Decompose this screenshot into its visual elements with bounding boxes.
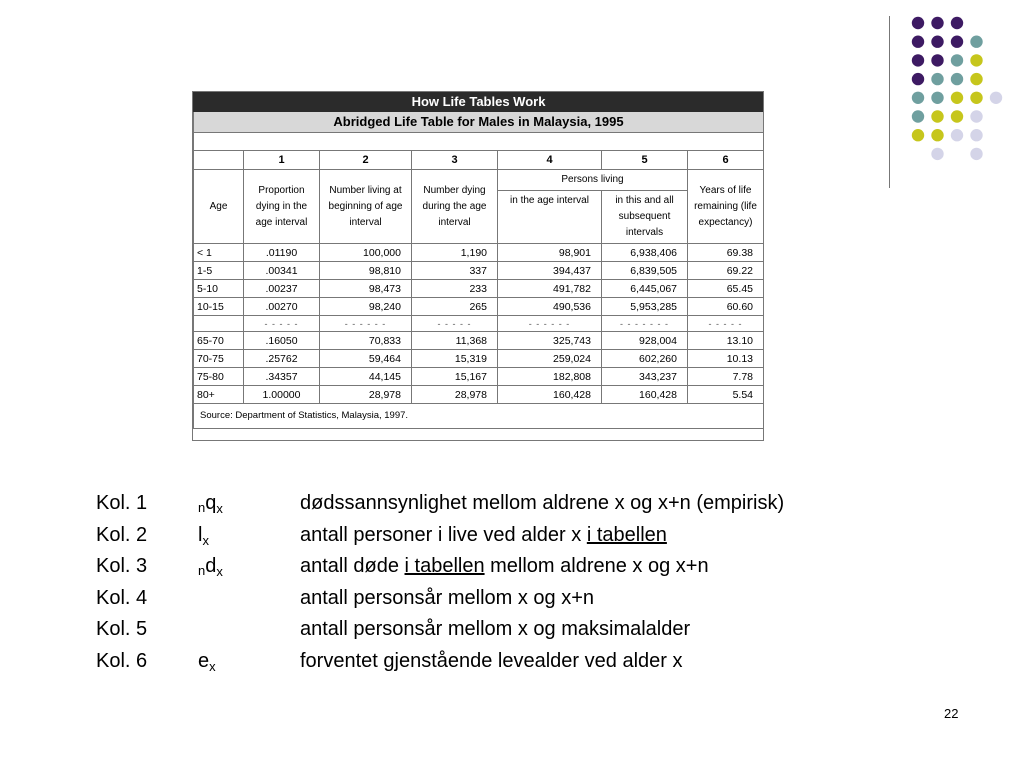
header-age: Age [194, 170, 244, 244]
cell-col2: 44,145 [320, 368, 412, 386]
description-text: forventet gjenstående levealder ved alder x [300, 649, 683, 672]
legend-column-label: Kol. 6 [96, 649, 148, 672]
cell-col3: 233 [412, 280, 498, 298]
cell-col6: 60.60 [688, 298, 764, 316]
table-title: How Life Tables Work [194, 93, 764, 112]
cell-age: 5-10 [194, 280, 244, 298]
cell-col6: - - - - - [688, 316, 764, 332]
decorative-dot [912, 92, 924, 104]
decorative-dot [931, 17, 943, 29]
cell-col5: 6,445,067 [602, 280, 688, 298]
cell-col3: 265 [412, 298, 498, 316]
cell-col4: 325,743 [498, 332, 602, 350]
legend-column-label: Kol. 4 [96, 586, 148, 609]
cell-col2: 98,810 [320, 262, 412, 280]
cell-col4: 182,808 [498, 368, 602, 386]
cell-col2: 98,240 [320, 298, 412, 316]
decorative-dot [951, 129, 963, 141]
cell-col4: 490,536 [498, 298, 602, 316]
cell-col1: .01190 [244, 244, 320, 262]
description-text: antall døde [300, 555, 405, 577]
symbol-letter: e [198, 649, 210, 672]
legend-column-label: Kol. 2 [96, 523, 148, 546]
cell-age: 70-75 [194, 350, 244, 368]
cell-col6: 13.10 [688, 332, 764, 350]
blank-row [194, 133, 764, 151]
table-row [194, 244, 764, 262]
legend-description [300, 583, 594, 615]
cell-col6: 10.13 [688, 350, 764, 368]
decorative-dot [931, 54, 943, 66]
cell-col5: 6,839,505 [602, 262, 688, 280]
decorative-dot [970, 73, 982, 85]
header-col3: Number dying during the age interval [412, 170, 498, 244]
cell-col3: 15,319 [412, 350, 498, 368]
cell-age: 10-15 [194, 298, 244, 316]
cell-col5: 160,428 [602, 386, 688, 404]
decorative-dot [951, 54, 963, 66]
decorative-dot [931, 92, 943, 104]
decorative-dot [931, 36, 943, 48]
cell-col2: 28,978 [320, 386, 412, 404]
header-col6: Years of life remaining (life expectancy) [688, 170, 764, 244]
description-underlined: i tabellen [404, 555, 485, 577]
table-row [194, 262, 764, 280]
header-col4: in the age interval [498, 191, 602, 244]
symbol-subscript: x [216, 501, 223, 516]
cell-col1: .34357 [244, 368, 320, 386]
decorative-dot [970, 148, 982, 160]
cell-col1: - - - - - [244, 316, 320, 332]
decorative-dot [931, 148, 943, 160]
cell-col6: 69.38 [688, 244, 764, 262]
col-number: 6 [688, 151, 764, 170]
cell-col1: .00270 [244, 298, 320, 316]
cell-age: 80+ [194, 386, 244, 404]
symbol-letter: l [198, 523, 203, 546]
decorative-dot [912, 17, 924, 29]
decorative-dot [931, 110, 943, 122]
decorative-dot [970, 36, 982, 48]
col-number: 3 [412, 151, 498, 170]
decorative-dot [970, 129, 982, 141]
symbol-subscript: x [209, 658, 216, 674]
cell-age: 65-70 [194, 332, 244, 350]
cell-col6: 7.78 [688, 368, 764, 386]
decorative-dot [951, 92, 963, 104]
cell-age [194, 316, 244, 332]
cell-col2: 59,464 [320, 350, 412, 368]
symbol-letter: d [205, 555, 217, 577]
cell-col2: 100,000 [320, 244, 412, 262]
decorative-dot [951, 110, 963, 122]
decorative-dot [970, 110, 982, 122]
decorative-dot [990, 92, 1002, 104]
col-number: 2 [320, 151, 412, 170]
cell-age: 1-5 [194, 262, 244, 280]
cell-col3: - - - - - [412, 316, 498, 332]
cell-col2: 70,833 [320, 332, 412, 350]
legend-column-label: Kol. 5 [96, 618, 148, 640]
description-text: antall personer i live ved alder x [300, 523, 587, 546]
decorative-dot [951, 17, 963, 29]
decorative-dot [912, 36, 924, 48]
table-row [194, 350, 764, 368]
life-table-figure [192, 91, 764, 441]
decorative-dot [931, 129, 943, 141]
legend-description [300, 551, 709, 583]
cell-col4: 491,782 [498, 280, 602, 298]
cell-col4: 160,428 [498, 386, 602, 404]
decorative-dot [931, 73, 943, 85]
description-text: dødssannsynlighet mellom aldrene x og x+n (empirisk) [300, 492, 785, 514]
table-source: Source: Department of Statistics, Malaysia, 1997. [194, 404, 764, 429]
table-row [194, 280, 764, 298]
page-number: 22 [944, 706, 959, 721]
decorative-vertical-line [889, 16, 890, 188]
cell-col5: 5,953,285 [602, 298, 688, 316]
cell-col2: - - - - - - [320, 316, 412, 332]
cell-col5: - - - - - - - [602, 316, 688, 332]
decorative-dot [970, 92, 982, 104]
table-row [194, 332, 764, 350]
header-col2: Number living at beginning of age interval [320, 170, 412, 244]
table-subtitle: Abridged Life Table for Males in Malaysia, 1995 [194, 112, 764, 133]
description-text: antall personsår mellom x og maksimalalder [300, 618, 691, 640]
decorative-dot [970, 54, 982, 66]
header-col1: Proportion dying in the age interval [244, 170, 320, 244]
cell-col1: .25762 [244, 350, 320, 368]
header-persons-living: Persons living [498, 170, 688, 191]
symbol-prefix-subscript: n [198, 563, 206, 578]
life-table [193, 92, 764, 429]
col-number: 4 [498, 151, 602, 170]
decorative-dot [951, 36, 963, 48]
legend-column-label: Kol. 1 [96, 492, 148, 514]
cell-age: 75-80 [194, 368, 244, 386]
cell-col1: .16050 [244, 332, 320, 350]
cell-col5: 343,237 [602, 368, 688, 386]
legend-symbol [198, 646, 216, 683]
ellipsis-row [194, 316, 764, 332]
legend-description [300, 614, 690, 646]
symbol-prefix-subscript: n [198, 500, 206, 515]
description-underlined: i tabellen [586, 523, 667, 546]
cell-col1: 1.00000 [244, 386, 320, 404]
cell-col3: 1,190 [412, 244, 498, 262]
col-number: 5 [602, 151, 688, 170]
header-col5: in this and all subsequent intervals [602, 191, 688, 244]
legend-symbol [198, 551, 223, 588]
symbol-subscript: x [216, 564, 223, 579]
cell-col3: 15,167 [412, 368, 498, 386]
cell-col3: 337 [412, 262, 498, 280]
cell-col5: 6,938,406 [602, 244, 688, 262]
col-number: 1 [244, 151, 320, 170]
cell-col4: 394,437 [498, 262, 602, 280]
decorative-dot [912, 129, 924, 141]
cell-col1: .00341 [244, 262, 320, 280]
decorative-dot [912, 110, 924, 122]
decorative-dot [951, 73, 963, 85]
table-row [194, 368, 764, 386]
cell-col6: 65.45 [688, 280, 764, 298]
legend-column-label: Kol. 3 [96, 555, 148, 577]
cell-col2: 98,473 [320, 280, 412, 298]
cell-col6: 5.54 [688, 386, 764, 404]
symbol-letter: q [205, 492, 217, 514]
legend-description [300, 488, 784, 520]
cell-col1: .00237 [244, 280, 320, 298]
cell-age: < 1 [194, 244, 244, 262]
decorative-dot [912, 54, 924, 66]
legend-description [300, 646, 682, 678]
cell-col5: 928,004 [602, 332, 688, 350]
description-text-after: mellom aldrene x og x+n [484, 555, 709, 577]
cell-col5: 602,260 [602, 350, 688, 368]
symbol-subscript: x [202, 532, 209, 548]
description-text: antall personsår mellom x og x+n [300, 586, 595, 609]
cell-col4: - - - - - - [498, 316, 602, 332]
cell-col6: 69.22 [688, 262, 764, 280]
legend-description [300, 520, 667, 552]
table-row [194, 298, 764, 316]
table-row [194, 386, 764, 404]
cell-col4: 259,024 [498, 350, 602, 368]
cell-col4: 98,901 [498, 244, 602, 262]
cell-col3: 28,978 [412, 386, 498, 404]
col-number-blank [194, 151, 244, 170]
cell-col3: 11,368 [412, 332, 498, 350]
decorative-dot [912, 73, 924, 85]
